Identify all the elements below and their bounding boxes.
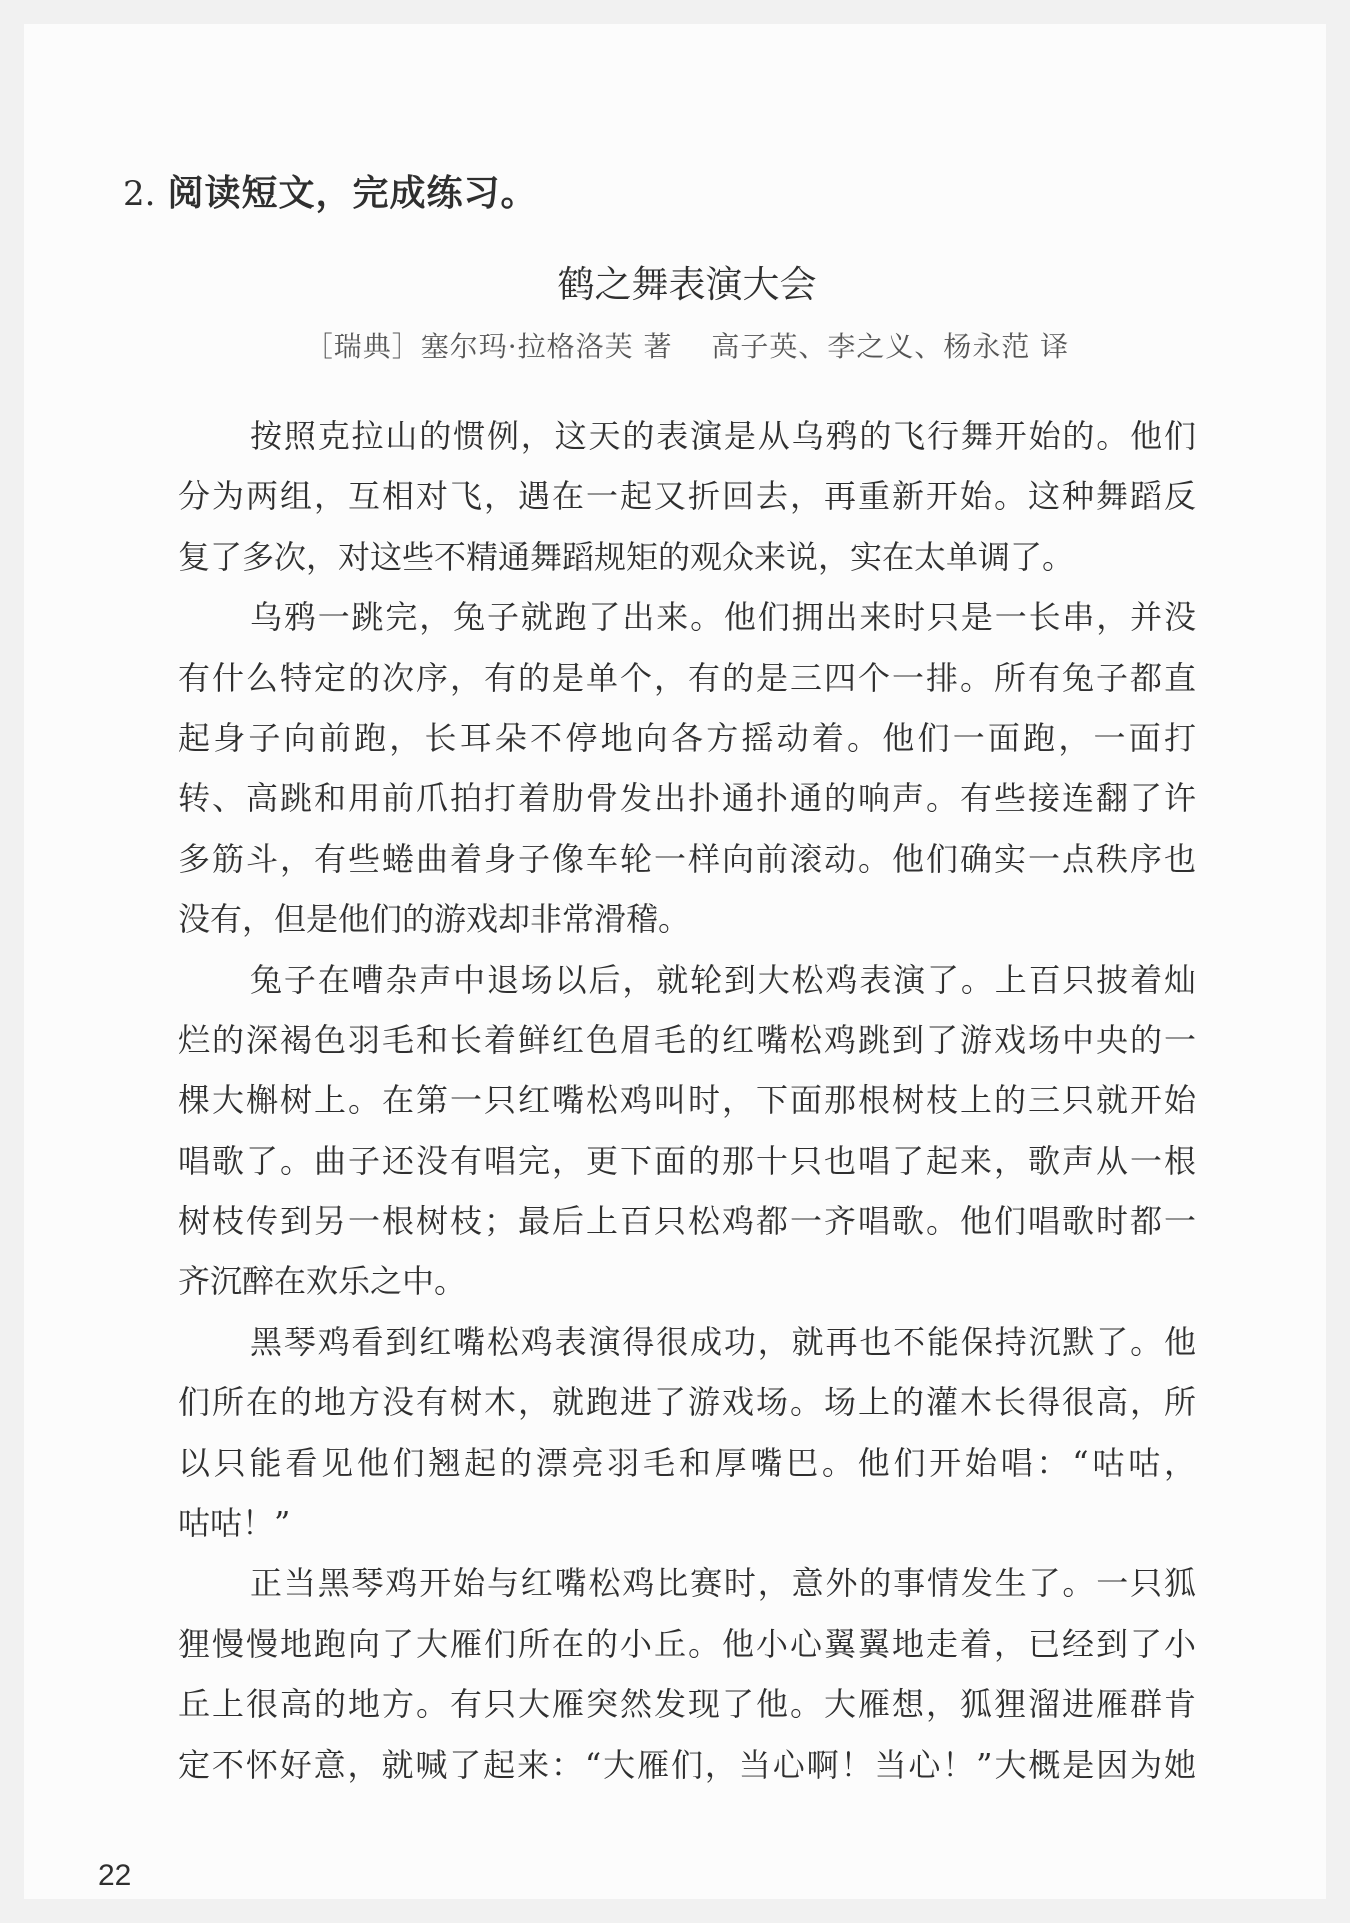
text-line: [178, 1493, 1196, 1553]
text-line: [178, 1433, 1200, 1493]
text-line-content: 复了多次，对这些不精通舞蹈规矩的观众来说，实在太单调了。: [178, 537, 1075, 576]
paragraph: [178, 587, 1200, 949]
exercise-instruction: 阅读短文，完成练习。: [167, 172, 538, 214]
paragraph: [178, 950, 1196, 1312]
text-line-content: 棵大槲树上。在第一只红嘴松鸡叫时，下面那根树枝上的三只就开始: [178, 1081, 1198, 1120]
text-line: [178, 1070, 1196, 1130]
text-line-content: 以只能看见他们翘起的漂亮羽毛和厚嘴巴。他们开始唱：“咕咕，: [178, 1443, 1200, 1482]
paragraph: [178, 406, 1196, 587]
text-line: [178, 1251, 1196, 1311]
exercise-number: 2.: [123, 174, 156, 214]
text-line: [178, 1312, 1196, 1372]
article-title: 鹤之舞表演大会: [557, 263, 817, 306]
text-line: [178, 950, 1196, 1010]
text-line: [178, 889, 1196, 949]
text-line: [178, 1735, 1196, 1795]
text-line-content: 转、高跳和用前爪拍打着肋骨发出扑通扑通的响声。有些接连翻了许: [178, 779, 1198, 818]
text-line: [178, 648, 1196, 708]
article-byline: ［瑞典］塞尔玛·拉格洛芙 著 高子英、李之义、杨永范 译: [304, 330, 1070, 363]
text-line-content: 没有，但是他们的游戏却非常滑稽。: [178, 900, 691, 939]
text-line-content: 分为两组，互相对飞，遇在一起又折回去，再重新开始。这种舞蹈反: [178, 477, 1198, 516]
text-line-content: 定不怀好意，就喊了起来：“大雁们，当心啊！当心！”大概是因为她: [178, 1745, 1198, 1784]
text-line: [178, 406, 1196, 466]
paragraph: [178, 1312, 1200, 1554]
article-body: [178, 406, 1200, 1795]
text-line-content: 丘上很高的地方。有只大雁突然发现了他。大雁想，狐狸溜进雁群肯: [178, 1685, 1198, 1724]
text-line: [178, 1372, 1196, 1432]
text-line-content: 唱歌了。曲子还没有唱完，更下面的那十只也唱了起来，歌声从一根: [178, 1141, 1198, 1180]
text-line: [178, 1010, 1196, 1070]
text-line-content: 狸慢慢地跑向了大雁们所在的小丘。他小心翼翼地走着，已经到了小: [178, 1624, 1198, 1663]
text-line: [178, 527, 1196, 587]
text-line-content: 烂的深褐色羽毛和长着鲜红色眉毛的红嘴松鸡跳到了游戏场中央的一: [178, 1020, 1198, 1059]
text-line-content: 咕咕！”: [178, 1504, 291, 1543]
text-line: [178, 1553, 1196, 1613]
text-line: [178, 1131, 1196, 1191]
text-line: [178, 466, 1196, 526]
text-line-content: 乌鸦一跳完，兔子就跑了出来。他们拥出来时只是一长串，并没: [250, 598, 1198, 637]
text-line-content: 黑琴鸡看到红嘴松鸡表演得很成功，就再也不能保持沉默了。他: [250, 1322, 1198, 1361]
text-line: [178, 1674, 1196, 1734]
text-line: [178, 1614, 1196, 1674]
text-line-content: 树枝传到另一根树枝；最后上百只松鸡都一齐唱歌。他们唱歌时都一: [178, 1202, 1198, 1241]
exercise-heading: [123, 170, 537, 216]
text-line-content: 兔子在嘈杂声中退场以后，就轮到大松鸡表演了。上百只披着灿: [250, 960, 1198, 999]
text-line-content: 按照克拉山的惯例，这天的表演是从乌鸦的飞行舞开始的。他们: [250, 417, 1198, 455]
text-line-content: 们所在的地方没有树木，就跑进了游戏场。场上的灌木长得很高，所: [178, 1383, 1198, 1422]
text-line: [178, 587, 1196, 647]
text-line: [178, 768, 1196, 828]
text-line-content: 有什么特定的次序，有的是单个，有的是三四个一排。所有兔子都直: [178, 658, 1198, 697]
page-number: 22: [98, 1859, 132, 1892]
text-line-content: 正当黑琴鸡开始与红嘴松鸡比赛时，意外的事情发生了。一只狐: [250, 1564, 1198, 1603]
text-line: [178, 708, 1200, 768]
text-line-content: 多筋斗，有些蜷曲着身子像车轮一样向前滚动。他们确实一点秩序也: [178, 839, 1198, 878]
text-line: [178, 829, 1196, 889]
paragraph: [178, 1553, 1196, 1795]
text-line-content: 起身子向前跑，长耳朵不停地向各方摇动着。他们一面跑，一面打: [178, 718, 1200, 757]
text-line: [178, 1191, 1196, 1251]
text-line-content: 齐沉醉在欢乐之中。: [178, 1262, 467, 1301]
